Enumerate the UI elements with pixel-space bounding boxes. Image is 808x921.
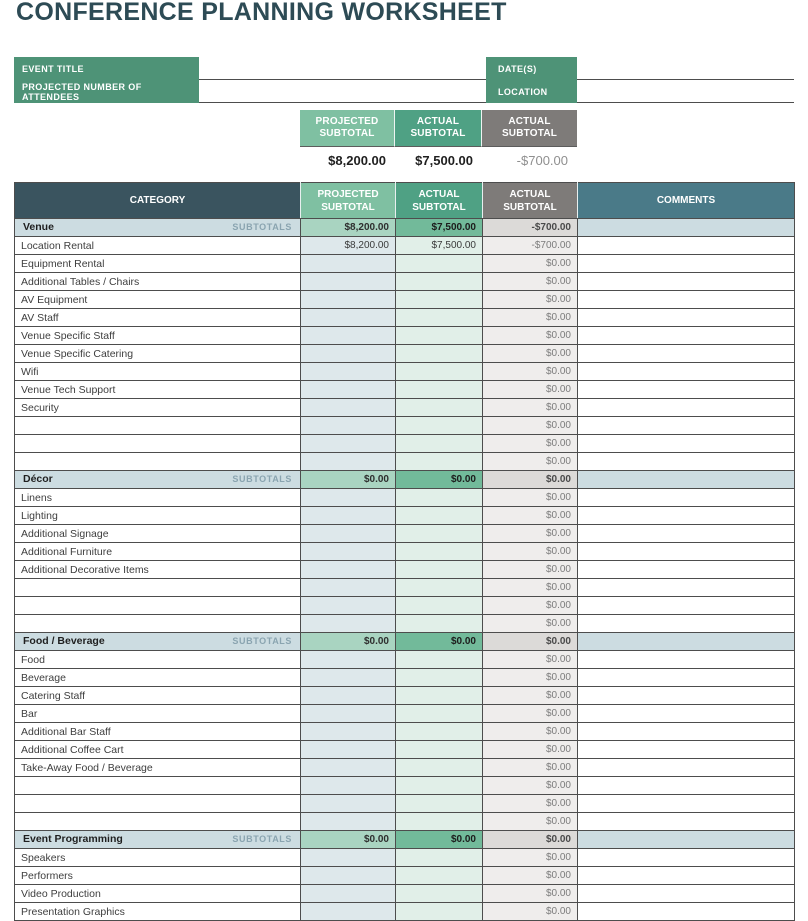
cell-section-diff[interactable]: -$700.00: [483, 219, 578, 237]
cell-item-projected[interactable]: [301, 273, 396, 291]
cell-item-actual[interactable]: [396, 867, 483, 885]
cell-item-projected[interactable]: [301, 615, 396, 633]
cell-item-label[interactable]: [15, 795, 301, 813]
cell-item-diff[interactable]: $0.00: [483, 615, 578, 633]
cell-item-actual[interactable]: [396, 687, 483, 705]
cell-item-label[interactable]: Additional Bar Staff: [15, 723, 301, 741]
subtotals-label: SUBTOTALS: [232, 222, 292, 232]
cell-item-label[interactable]: Take-Away Food / Beverage: [15, 759, 301, 777]
cell-section-projected[interactable]: $0.00: [301, 831, 396, 849]
cell-item-label[interactable]: [15, 579, 301, 597]
attendees-label: PROJECTED NUMBER OF ATTENDEES: [14, 80, 199, 103]
cell-section-projected[interactable]: $8,200.00: [301, 219, 396, 237]
section-row: [15, 831, 795, 849]
dates-label: DATE(S): [486, 57, 577, 80]
cell-item-diff[interactable]: $0.00: [483, 723, 578, 741]
cell-item-comment[interactable]: [578, 489, 795, 507]
cell-item-projected[interactable]: [301, 561, 396, 579]
cell-item-diff[interactable]: $0.00: [483, 273, 578, 291]
item-row: [15, 525, 795, 543]
cell-item-diff[interactable]: $0.00: [483, 489, 578, 507]
cell-item-diff[interactable]: $0.00: [483, 687, 578, 705]
cell-item-comment[interactable]: [578, 399, 795, 417]
cell-item-projected[interactable]: [301, 345, 396, 363]
cell-item-projected[interactable]: [301, 453, 396, 471]
cell-section-actual[interactable]: $0.00: [396, 633, 483, 651]
cell-item-actual[interactable]: [396, 795, 483, 813]
cell-item-diff[interactable]: $0.00: [483, 885, 578, 903]
cell-item-projected[interactable]: [301, 507, 396, 525]
worksheet-table: [14, 182, 795, 921]
cell-item-diff[interactable]: $0.00: [483, 255, 578, 273]
cell-item-actual[interactable]: [396, 435, 483, 453]
cell-item-actual[interactable]: [396, 885, 483, 903]
cell-item-projected[interactable]: [301, 741, 396, 759]
attendees-input[interactable]: [199, 80, 486, 103]
cell-item-actual[interactable]: [396, 417, 483, 435]
cell-item-projected[interactable]: [301, 651, 396, 669]
column-header-comments: COMMENTS: [578, 183, 795, 219]
column-header-category: CATEGORY: [15, 183, 301, 219]
cell-item-comment[interactable]: [578, 777, 795, 795]
cell-item-diff[interactable]: $0.00: [483, 849, 578, 867]
cell-item-diff[interactable]: $0.00: [483, 345, 578, 363]
cell-item-diff[interactable]: -$700.00: [483, 237, 578, 255]
worksheet-table-head: [15, 183, 795, 219]
cell-item-label[interactable]: Location Rental: [15, 237, 301, 255]
cell-item-diff[interactable]: $0.00: [483, 741, 578, 759]
cell-item-label[interactable]: Wifi: [15, 363, 301, 381]
item-row: [15, 273, 795, 291]
cell-item-projected[interactable]: [301, 885, 396, 903]
cell-item-actual[interactable]: [396, 273, 483, 291]
cell-item-actual[interactable]: [396, 723, 483, 741]
cell-item-label[interactable]: [15, 597, 301, 615]
cell-section-comments[interactable]: [578, 633, 795, 651]
item-row: [15, 435, 795, 453]
cell-item-diff[interactable]: $0.00: [483, 651, 578, 669]
cell-item-diff[interactable]: $0.00: [483, 903, 578, 921]
cell-item-actual[interactable]: [396, 813, 483, 831]
summary-values: [300, 147, 577, 173]
cell-item-diff[interactable]: $0.00: [483, 363, 578, 381]
section-name: Décor: [23, 473, 53, 485]
cell-item-label[interactable]: Lighting: [15, 507, 301, 525]
cell-item-actual[interactable]: [396, 255, 483, 273]
cell-item-comment[interactable]: [578, 291, 795, 309]
item-row: [15, 345, 795, 363]
item-row: [15, 723, 795, 741]
section-row: [15, 219, 795, 237]
item-row: [15, 417, 795, 435]
cell-item-actual[interactable]: [396, 615, 483, 633]
item-row: [15, 309, 795, 327]
cell-item-projected[interactable]: [301, 255, 396, 273]
cell-item-projected[interactable]: [301, 381, 396, 399]
cell-item-actual[interactable]: [396, 849, 483, 867]
cell-item-diff[interactable]: $0.00: [483, 579, 578, 597]
cell-item-comment[interactable]: [578, 885, 795, 903]
cell-item-comment[interactable]: [578, 597, 795, 615]
cell-item-comment[interactable]: [578, 435, 795, 453]
cell-item-diff[interactable]: $0.00: [483, 669, 578, 687]
cell-item-diff[interactable]: $0.00: [483, 777, 578, 795]
cell-item-comment[interactable]: [578, 813, 795, 831]
summary-projected-subtotal-header: PROJECTED SUBTOTAL: [300, 110, 395, 147]
cell-item-comment[interactable]: [578, 795, 795, 813]
cell-item-projected[interactable]: [301, 291, 396, 309]
cell-item-label[interactable]: Additional Signage: [15, 525, 301, 543]
cell-item-label[interactable]: [15, 813, 301, 831]
cell-item-label[interactable]: Presentation Graphics: [15, 903, 301, 921]
cell-item-projected[interactable]: [301, 759, 396, 777]
cell-item-actual[interactable]: [396, 291, 483, 309]
item-row: [15, 453, 795, 471]
section-row: [15, 633, 795, 651]
cell-item-diff[interactable]: $0.00: [483, 399, 578, 417]
cell-item-projected[interactable]: [301, 435, 396, 453]
cell-item-comment[interactable]: [578, 525, 795, 543]
cell-item-label[interactable]: Venue Specific Catering: [15, 345, 301, 363]
cell-item-actual[interactable]: [396, 543, 483, 561]
cell-item-diff[interactable]: $0.00: [483, 309, 578, 327]
cell-item-label[interactable]: Additional Coffee Cart: [15, 741, 301, 759]
cell-item-diff[interactable]: $0.00: [483, 435, 578, 453]
summary-actual-subtotal-header: ACTUAL SUBTOTAL: [395, 110, 482, 147]
worksheet-table-body: [15, 219, 795, 921]
item-row: [15, 237, 795, 255]
location-input[interactable]: [577, 80, 794, 103]
cell-item-actual[interactable]: [396, 453, 483, 471]
cell-item-label[interactable]: [15, 453, 301, 471]
cell-item-projected[interactable]: [301, 669, 396, 687]
location-label: LOCATION: [486, 80, 577, 103]
cell-item-label[interactable]: AV Staff: [15, 309, 301, 327]
item-row: [15, 885, 795, 903]
cell-item-actual[interactable]: [396, 777, 483, 795]
cell-item-comment[interactable]: [578, 561, 795, 579]
cell-item-actual[interactable]: [396, 561, 483, 579]
column-header-actual-subtotal: ACTUAL SUBTOTAL: [396, 183, 483, 219]
cell-item-projected[interactable]: [301, 363, 396, 381]
item-row: [15, 741, 795, 759]
cell-item-label[interactable]: [15, 615, 301, 633]
cell-item-diff[interactable]: $0.00: [483, 561, 578, 579]
cell-section-category: [15, 831, 301, 849]
cell-section-comments[interactable]: [578, 831, 795, 849]
cell-item-projected[interactable]: [301, 417, 396, 435]
cell-item-comment[interactable]: [578, 363, 795, 381]
cell-item-actual[interactable]: [396, 651, 483, 669]
cell-item-actual[interactable]: [396, 669, 483, 687]
cell-item-actual[interactable]: [396, 507, 483, 525]
item-row: [15, 579, 795, 597]
cell-item-label[interactable]: [15, 435, 301, 453]
cell-item-projected[interactable]: [301, 813, 396, 831]
cell-item-actual[interactable]: [396, 705, 483, 723]
item-row: [15, 759, 795, 777]
item-row: [15, 651, 795, 669]
cell-item-comment[interactable]: [578, 327, 795, 345]
subtotals-label: SUBTOTALS: [232, 834, 292, 844]
cell-item-label[interactable]: Performers: [15, 867, 301, 885]
item-row: [15, 867, 795, 885]
item-row: [15, 669, 795, 687]
cell-item-actual[interactable]: [396, 759, 483, 777]
cell-item-actual[interactable]: [396, 597, 483, 615]
item-row: [15, 291, 795, 309]
cell-section-actual[interactable]: $7,500.00: [396, 219, 483, 237]
cell-item-comment[interactable]: [578, 345, 795, 363]
cell-item-comment[interactable]: [578, 615, 795, 633]
item-row: [15, 813, 795, 831]
cell-item-comment[interactable]: [578, 687, 795, 705]
summary-projected-subtotal-value[interactable]: $8,200.00: [328, 152, 386, 168]
item-row: [15, 327, 795, 345]
cell-section-comments[interactable]: [578, 219, 795, 237]
item-row: [15, 399, 795, 417]
cell-item-comment[interactable]: [578, 309, 795, 327]
summary-actual-subtotal-value[interactable]: $7,500.00: [415, 152, 473, 168]
cell-item-projected[interactable]: [301, 543, 396, 561]
cell-item-label[interactable]: Beverage: [15, 669, 301, 687]
cell-item-label[interactable]: Catering Staff: [15, 687, 301, 705]
cell-item-label[interactable]: Video Production: [15, 885, 301, 903]
cell-item-label[interactable]: Linens: [15, 489, 301, 507]
cell-item-label[interactable]: Venue Specific Staff: [15, 327, 301, 345]
item-row: [15, 255, 795, 273]
item-row: [15, 849, 795, 867]
cell-item-diff[interactable]: $0.00: [483, 507, 578, 525]
cell-item-comment[interactable]: [578, 651, 795, 669]
summary-actual-diff-value[interactable]: -$700.00: [516, 152, 568, 168]
cell-item-comment[interactable]: [578, 507, 795, 525]
cell-item-label[interactable]: Additional Tables / Chairs: [15, 273, 301, 291]
cell-item-label[interactable]: Food: [15, 651, 301, 669]
cell-item-comment[interactable]: [578, 705, 795, 723]
cell-item-projected[interactable]: [301, 525, 396, 543]
cell-item-label[interactable]: Bar: [15, 705, 301, 723]
cell-item-comment[interactable]: [578, 723, 795, 741]
cell-item-comment[interactable]: [578, 255, 795, 273]
cell-item-diff[interactable]: $0.00: [483, 525, 578, 543]
cell-item-actual[interactable]: [396, 327, 483, 345]
cell-item-comment[interactable]: [578, 273, 795, 291]
cell-item-label[interactable]: [15, 777, 301, 795]
cell-item-diff[interactable]: $0.00: [483, 417, 578, 435]
item-row: [15, 777, 795, 795]
item-row: [15, 615, 795, 633]
column-header-projected-subtotal: PROJECTED SUBTOTAL: [301, 183, 396, 219]
item-row: [15, 507, 795, 525]
item-row: [15, 795, 795, 813]
cell-item-projected[interactable]: [301, 399, 396, 417]
column-header-actual-subtotal-diff: ACTUAL SUBTOTAL: [483, 183, 578, 219]
cell-item-comment[interactable]: [578, 237, 795, 255]
cell-item-label[interactable]: Security: [15, 399, 301, 417]
cell-item-diff[interactable]: $0.00: [483, 705, 578, 723]
cell-item-projected[interactable]: [301, 795, 396, 813]
item-row: [15, 561, 795, 579]
section-row: [15, 471, 795, 489]
cell-item-comment[interactable]: [578, 741, 795, 759]
cell-item-diff[interactable]: $0.00: [483, 381, 578, 399]
cell-item-label[interactable]: Speakers: [15, 849, 301, 867]
cell-item-label[interactable]: AV Equipment: [15, 291, 301, 309]
dates-input[interactable]: [577, 57, 794, 80]
item-row: [15, 543, 795, 561]
item-row: [15, 705, 795, 723]
section-name: Venue: [23, 221, 54, 233]
page-title: CONFERENCE PLANNING WORKSHEET: [16, 0, 507, 26]
cell-item-projected[interactable]: [301, 867, 396, 885]
cell-item-diff[interactable]: $0.00: [483, 759, 578, 777]
cell-item-projected[interactable]: [301, 327, 396, 345]
cell-item-diff[interactable]: $0.00: [483, 597, 578, 615]
cell-item-projected[interactable]: [301, 309, 396, 327]
cell-item-actual[interactable]: [396, 525, 483, 543]
cell-item-actual[interactable]: [396, 579, 483, 597]
cell-section-actual[interactable]: $0.00: [396, 471, 483, 489]
cell-section-comments[interactable]: [578, 471, 795, 489]
cell-item-diff[interactable]: $0.00: [483, 453, 578, 471]
cell-section-diff[interactable]: $0.00: [483, 831, 578, 849]
cell-item-projected[interactable]: [301, 705, 396, 723]
cell-item-actual[interactable]: [396, 345, 483, 363]
table-header-row: [15, 183, 795, 219]
cell-item-diff[interactable]: $0.00: [483, 291, 578, 309]
item-row: [15, 597, 795, 615]
cell-item-diff[interactable]: $0.00: [483, 327, 578, 345]
cell-item-projected[interactable]: [301, 687, 396, 705]
cell-section-category: [15, 471, 301, 489]
cell-item-comment[interactable]: [578, 381, 795, 399]
cell-item-comment[interactable]: [578, 579, 795, 597]
item-row: [15, 381, 795, 399]
cell-item-actual[interactable]: $7,500.00: [396, 237, 483, 255]
section-name: Food / Beverage: [23, 635, 105, 647]
cell-item-diff[interactable]: $0.00: [483, 795, 578, 813]
cell-item-diff[interactable]: $0.00: [483, 543, 578, 561]
cell-section-diff[interactable]: $0.00: [483, 471, 578, 489]
cell-item-projected[interactable]: [301, 579, 396, 597]
cell-item-projected[interactable]: [301, 723, 396, 741]
cell-item-projected[interactable]: [301, 489, 396, 507]
cell-item-diff[interactable]: $0.00: [483, 867, 578, 885]
cell-item-comment[interactable]: [578, 669, 795, 687]
cell-item-projected[interactable]: $8,200.00: [301, 237, 396, 255]
cell-item-actual[interactable]: [396, 489, 483, 507]
cell-item-label[interactable]: Equipment Rental: [15, 255, 301, 273]
cell-section-actual[interactable]: $0.00: [396, 831, 483, 849]
item-row: [15, 489, 795, 507]
subtotals-label: SUBTOTALS: [232, 636, 292, 646]
cell-item-comment[interactable]: [578, 453, 795, 471]
cell-item-actual[interactable]: [396, 381, 483, 399]
subtotals-label: SUBTOTALS: [232, 474, 292, 484]
event-title-label: EVENT TITLE: [14, 57, 199, 80]
item-row: [15, 687, 795, 705]
cell-item-comment[interactable]: [578, 417, 795, 435]
section-name: Event Programming: [23, 833, 123, 845]
cell-item-comment[interactable]: [578, 867, 795, 885]
cell-item-comment[interactable]: [578, 849, 795, 867]
item-row: [15, 363, 795, 381]
event-info-form: [14, 57, 794, 103]
cell-item-label[interactable]: Additional Decorative Items: [15, 561, 301, 579]
event-title-input[interactable]: [199, 57, 486, 80]
cell-section-projected[interactable]: $0.00: [301, 471, 396, 489]
cell-item-actual[interactable]: [396, 363, 483, 381]
cell-section-category: [15, 633, 301, 651]
cell-item-projected[interactable]: [301, 777, 396, 795]
summary-header: [300, 110, 577, 147]
cell-item-comment[interactable]: [578, 543, 795, 561]
cell-item-projected[interactable]: [301, 597, 396, 615]
cell-item-actual[interactable]: [396, 309, 483, 327]
cell-item-label[interactable]: [15, 417, 301, 435]
cell-item-label[interactable]: Venue Tech Support: [15, 381, 301, 399]
cell-item-comment[interactable]: [578, 759, 795, 777]
cell-item-label[interactable]: Additional Furniture: [15, 543, 301, 561]
cell-section-diff[interactable]: $0.00: [483, 633, 578, 651]
cell-item-projected[interactable]: [301, 849, 396, 867]
cell-section-category: [15, 219, 301, 237]
summary-actual-diff-header: ACTUAL SUBTOTAL: [482, 110, 577, 147]
cell-item-actual[interactable]: [396, 741, 483, 759]
cell-item-diff[interactable]: $0.00: [483, 813, 578, 831]
cell-item-actual[interactable]: [396, 399, 483, 417]
cell-section-projected[interactable]: $0.00: [301, 633, 396, 651]
